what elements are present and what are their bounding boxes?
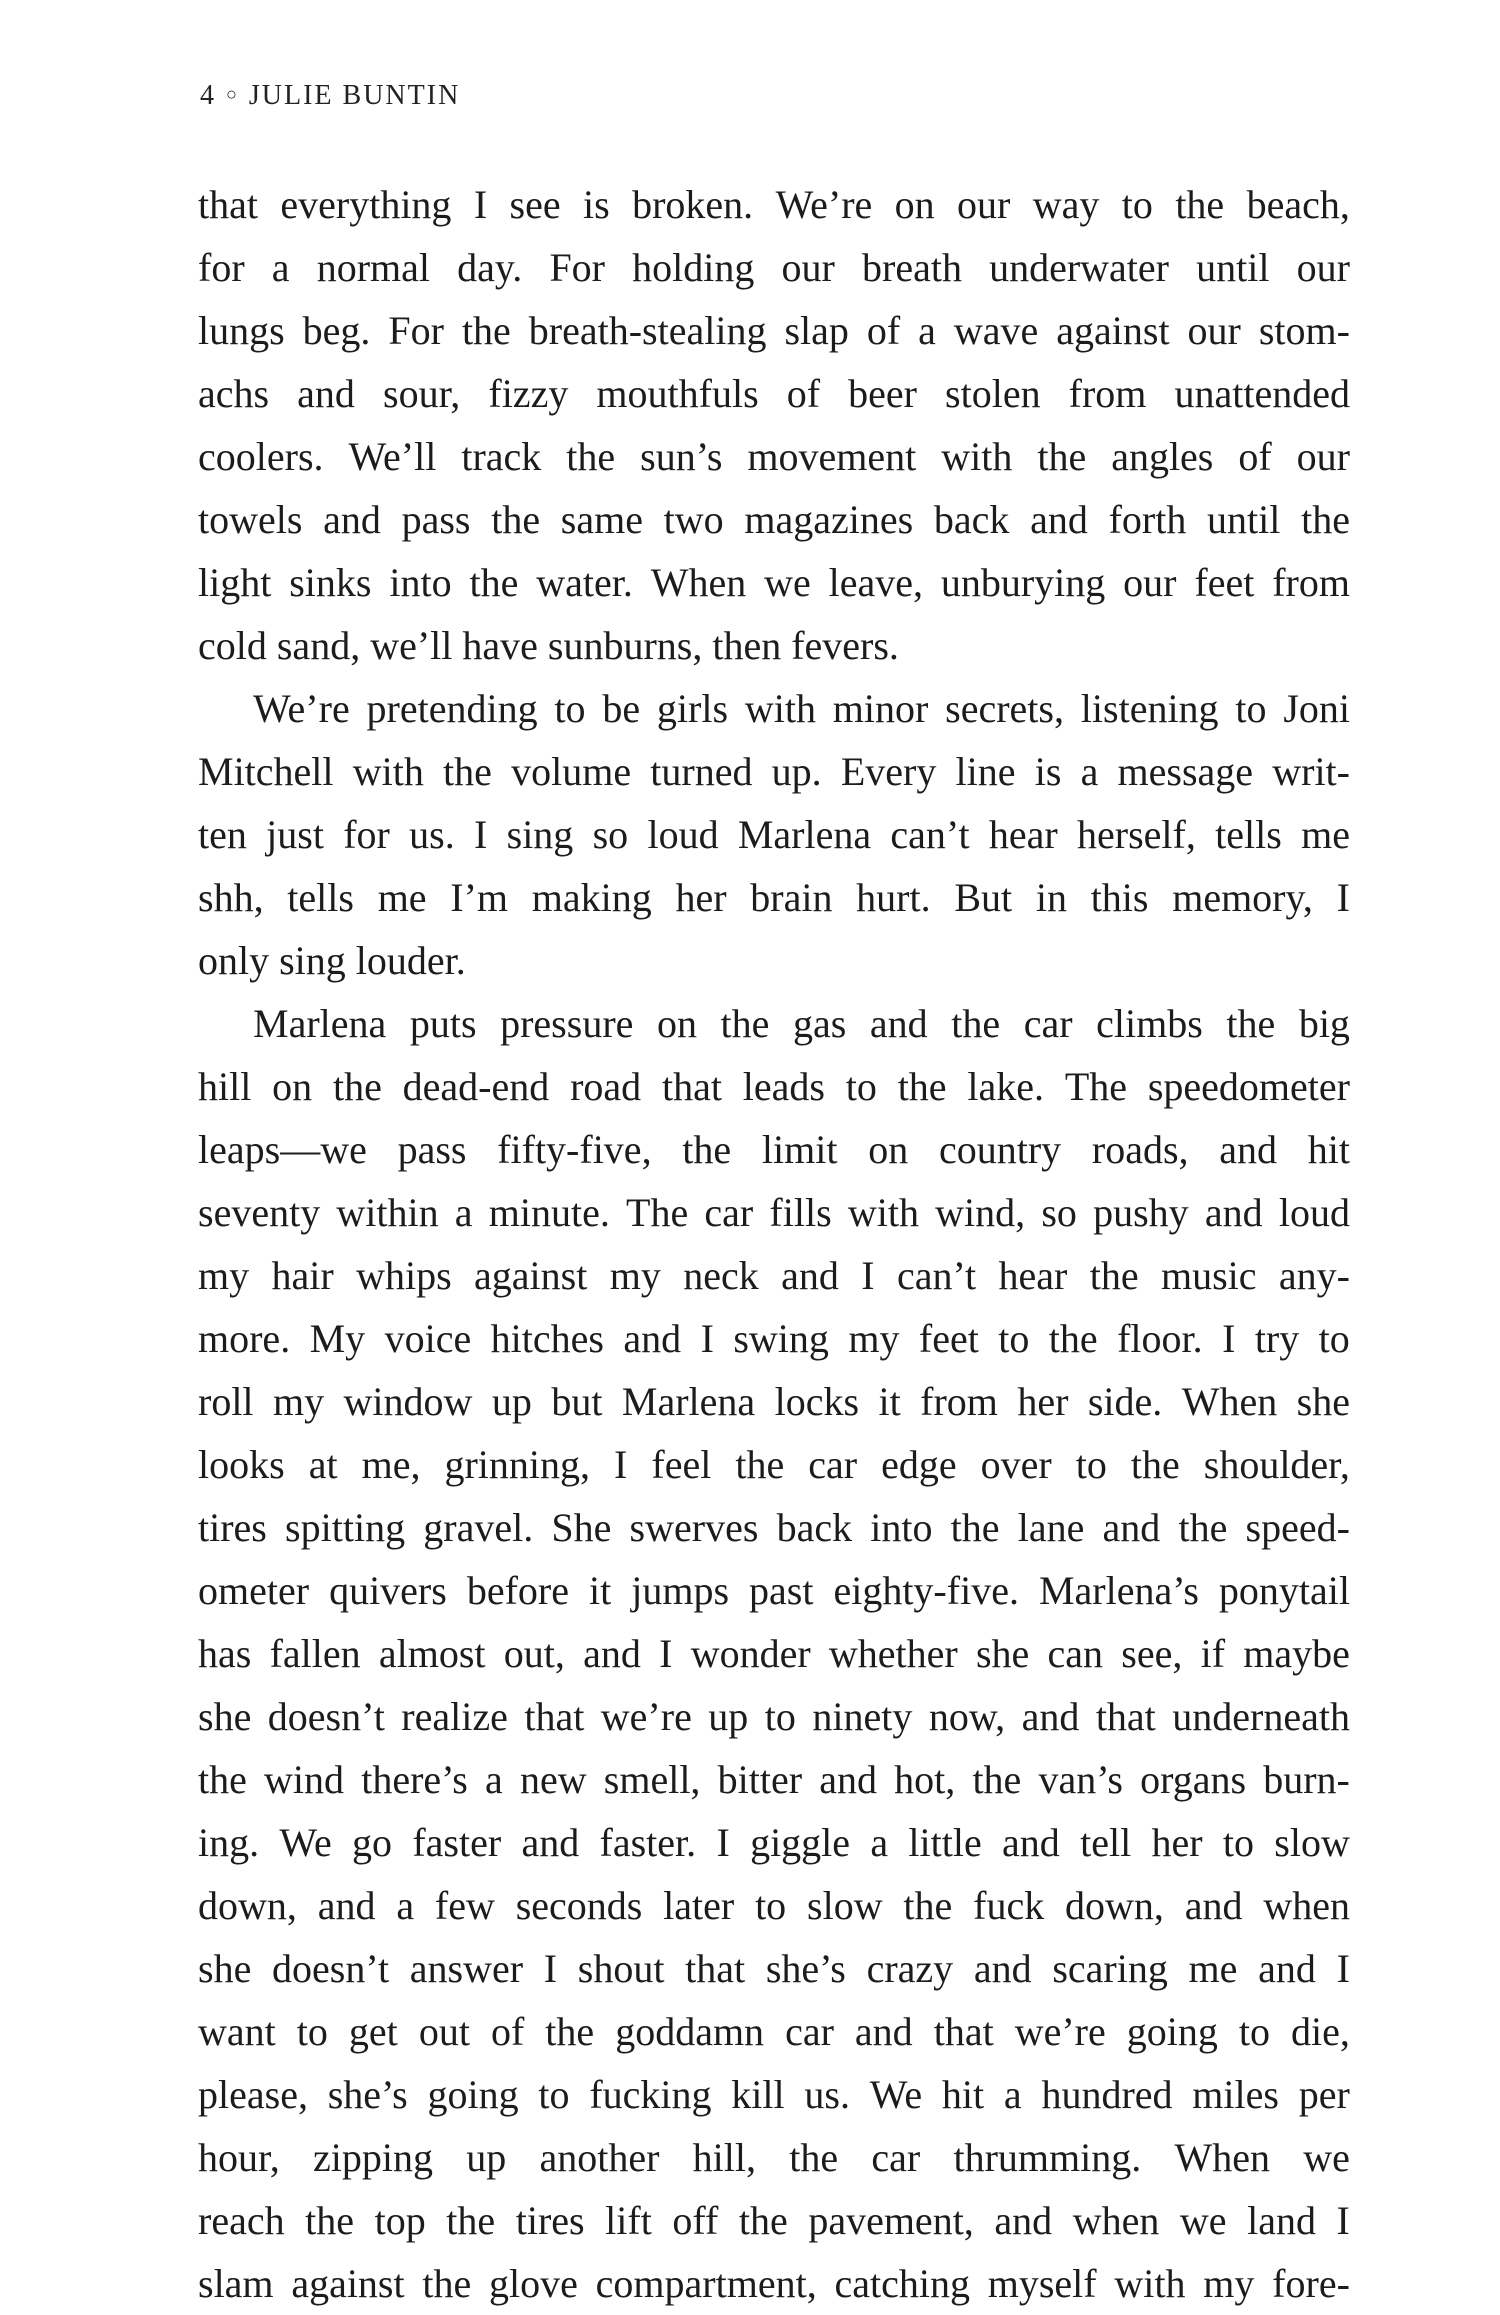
separator-glyph: ○	[226, 84, 239, 104]
text-line: Mitchell with the volume turned up. Every line is a message writ-	[198, 749, 1350, 794]
text-line: please, she’s going to fucking kill us. We hit a hundred miles per	[198, 2072, 1350, 2117]
text-line: lungs beg. For the breath-stealing slap of a wave against our stom-	[198, 308, 1350, 353]
text-line: cold sand, we’ll have sunburns, then fevers.	[198, 623, 899, 668]
text-line: hour, zipping up another hill, the car thrumming. When we	[198, 2135, 1350, 2180]
text-line: looks at me, grinning, I feel the car edge over to the shoulder,	[198, 1442, 1350, 1487]
running-head	[200, 80, 460, 112]
text-line: want to get out of the goddamn car and that we’re going to die,	[198, 2009, 1350, 2054]
text-line: achs and sour, fizzy mouthfuls of beer stolen from unattended	[198, 371, 1350, 416]
text-line: hill on the dead-end road that leads to the lake. The speedometer	[198, 1064, 1350, 1109]
text-line: has fallen almost out, and I wonder whether she can see, if maybe	[198, 1631, 1350, 1676]
text-line: seventy within a minute. The car fills with wind, so pushy and loud	[198, 1190, 1350, 1235]
text-line: ing. We go faster and faster. I giggle a little and tell her to slow	[198, 1820, 1350, 1865]
page-number: 4	[200, 80, 216, 111]
text-line: roll my window up but Marlena locks it from her side. When she	[198, 1379, 1350, 1424]
text-line: Marlena puts pressure on the gas and the car climbs the big	[253, 1001, 1350, 1046]
text-line: reach the top the tires lift off the pavement, and when we land I	[198, 2198, 1350, 2243]
text-line: slam against the glove compartment, catching myself with my fore-	[198, 2261, 1350, 2306]
text-line: leaps—we pass fifty-five, the limit on country roads, and hit	[198, 1127, 1350, 1172]
text-line: my hair whips against my neck and I can’t hear the music any-	[198, 1253, 1350, 1298]
text-line: that everything I see is broken. We’re on our way to the beach,	[198, 182, 1350, 227]
text-line: the wind there’s a new smell, bitter and hot, the van’s organs burn-	[198, 1757, 1350, 1802]
text-line: ten just for us. I sing so loud Marlena can’t hear herself, tells me	[198, 812, 1350, 857]
text-line: more. My voice hitches and I swing my feet to the floor. I try to	[198, 1316, 1350, 1361]
text-line: shh, tells me I’m making her brain hurt. But in this memory, I	[198, 875, 1350, 920]
text-line: light sinks into the water. When we leave, unburying our feet from	[198, 560, 1350, 605]
text-line: down, and a few seconds later to slow the fuck down, and when	[198, 1883, 1350, 1928]
text-line: only sing louder.	[198, 938, 466, 983]
text-line: for a normal day. For holding our breath underwater until our	[198, 245, 1350, 290]
text-line: coolers. We’ll track the sun’s movement with the angles of our	[198, 434, 1350, 479]
text-line: tires spitting gravel. She swerves back into the lane and the speed-	[198, 1505, 1350, 1550]
text-line: she doesn’t realize that we’re up to ninety now, and that underneath	[198, 1694, 1350, 1739]
text-line: We’re pretending to be girls with minor secrets, listening to Joni	[253, 686, 1350, 731]
body-text	[198, 173, 1350, 2315]
text-line: ometer quivers before it jumps past eighty-five. Marlena’s ponytail	[198, 1568, 1350, 1613]
author-name: JULIE BUNTIN	[248, 80, 461, 111]
text-line: she doesn’t answer I shout that she’s crazy and scaring me and I	[198, 1946, 1350, 1991]
text-line: towels and pass the same two magazines back and forth until the	[198, 497, 1350, 542]
